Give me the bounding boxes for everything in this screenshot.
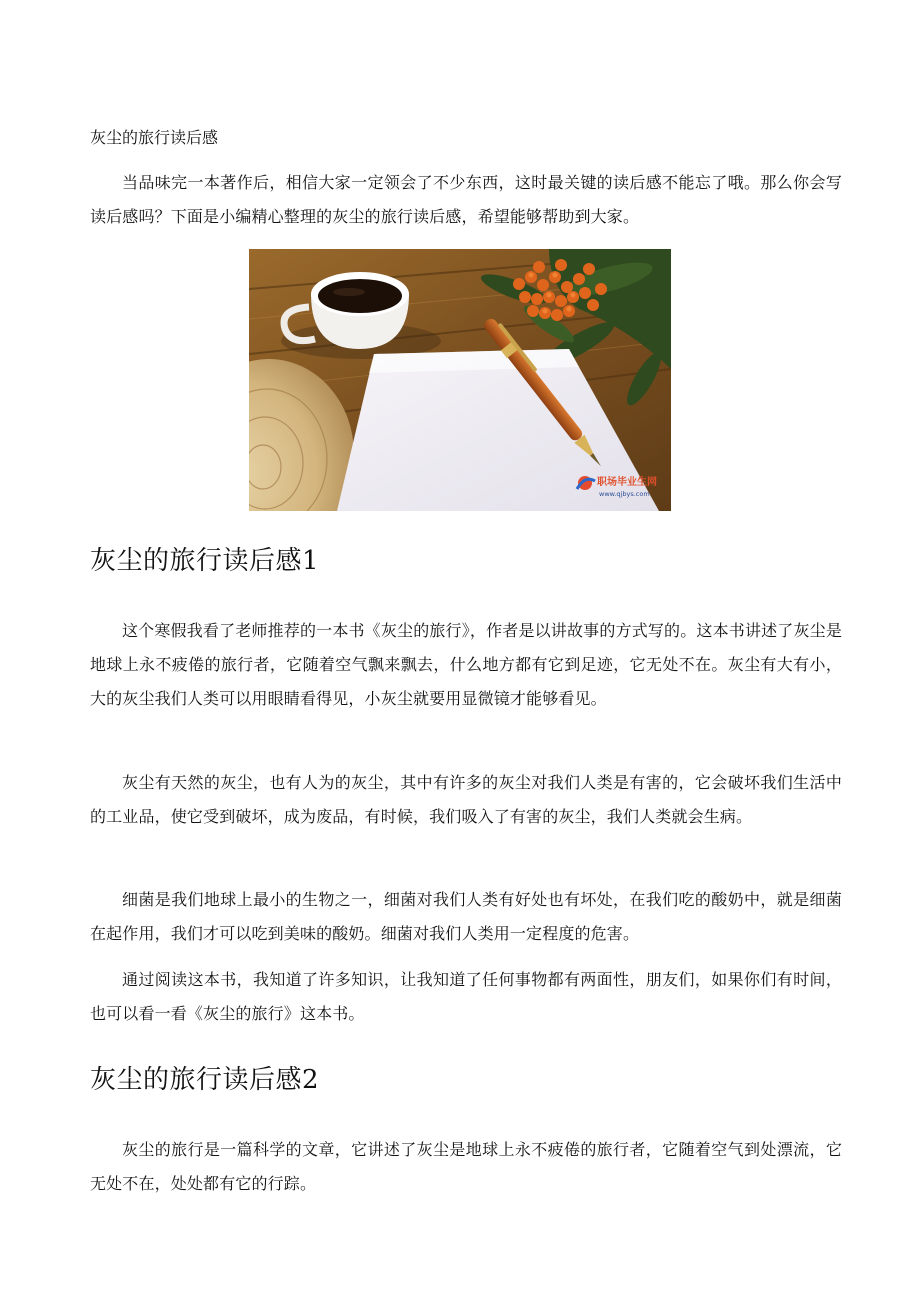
section-2-paragraph-1: 灰尘的旅行是一篇科学的文章，它讲述了灰尘是地球上永不疲倦的旅行者，它随着空气到处漂流，它无处不在，处处都有它的行踪。 [90,1140,842,1193]
intro-paragraph: 当品味完一本著作后，相信大家一定领会了不少东西，这时最关键的读后感不能忘了哦。那么你会写读后感吗？下面是小编精心整理的灰尘的旅行读后感，希望能够帮助到大家。 [90,173,842,226]
section-1-paragraph-2: 灰尘有天然的灰尘，也有人为的灰尘，其中有许多的灰尘对我们人类是有害的，它会破坏我们生活中的工业品，使它受到破坏，成为废品，有时候，我们吸入了有害的灰尘，我们人类就会生病。 [90,773,842,826]
section-1-heading: 灰尘的旅行读后感1 [90,546,320,576]
section-1-paragraph-3: 细菌是我们地球上最小的生物之一，细菌对我们人类有好处也有坏处，在我们吃的酸奶中，就是细菌在起作用，我们才可以吃到美味的酸奶。细菌对我们人类用一定程度的危害。 [90,890,842,943]
document-title: 灰尘的旅行读后感 [90,128,219,147]
watermark-line2: www.qjbys.com [599,490,650,498]
coffee-pen-photo [249,249,671,511]
section-1-paragraph-1: 这个寒假我看了老师推荐的一本书《灰尘的旅行》，作者是以讲故事的方式写的。这本书讲述了灰尘是地球上永不疲倦的旅行者，它随着空气飘来飘去，什么地方都有它到足迹，它无处不在。灰尘有大有小，大的灰尘我们人类可以用眼睛看得见，小灰尘就要用显微镜才能够看见。 [90,621,842,708]
section-2-heading: 灰尘的旅行读后感2 [90,1065,320,1095]
watermark-line1: 职场毕业生网 [597,477,657,488]
section-1-paragraph-4: 通过阅读这本书，我知道了许多知识，让我知道了任何事物都有两面性，朋友们，如果你们有时间，也可以看一看《灰尘的旅行》这本书。 [90,970,842,1023]
